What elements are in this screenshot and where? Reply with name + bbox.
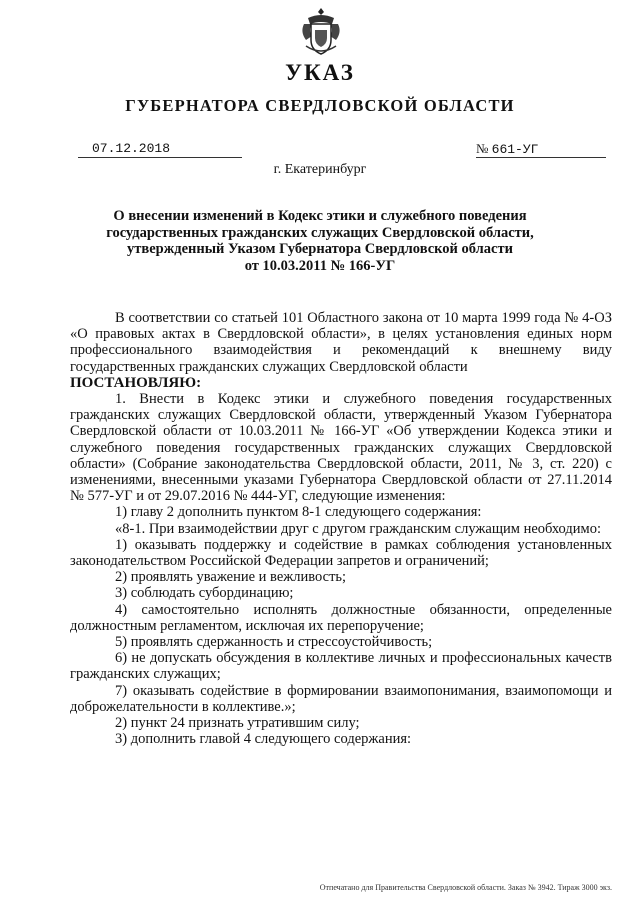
list-item: 7) оказывать содействие в формировании взаимопонимания, взаимопомощи и доброжелательности в коллективе.»; [70,682,612,715]
number-label: № [476,141,489,156]
list-item: 2) пункт 24 признать утратившим силу; [115,715,360,732]
heading-line: от 10.03.2011 № 166-УГ [244,257,396,274]
list-item: 1) главу 2 дополнить пунктом 8-1 следующего содержания: [115,504,482,521]
document-date: 07.12.2018 [78,140,242,158]
resolution-word: ПОСТАНОВЛЯЮ: [70,374,202,391]
heading-line: утвержденный Указом Губернатора Свердловской области [127,241,513,257]
list-item: 3) дополнить главой 4 следующего содержания: [115,731,412,748]
document-subtitle: ГУБЕРНАТОРА СВЕРДЛОВСКОЙ ОБЛАСТИ [125,96,515,115]
list-item: 1) оказывать поддержку и содействие в рамках соблюдения установленных законодательством Российской Федерации запретов и ограничений; [70,536,612,570]
document-title: УКАЗ [285,60,355,85]
document-number: 661-УГ [491,142,539,157]
paragraph: В соответствии со статьей 101 Областного закона от 10 марта 1999 года № 4-ОЗ «О правовых актах в Свердловской области», в целях установления единых норм профессионального взаимодействия и рекомендаций к внешнему виду государственных гражданских служащих Свердловской области [70,310,612,375]
document-body [70,310,612,747]
document-heading [60,208,580,274]
list-item: 4) самостоятельно исполнять должностные обязанности, определенные должностным регламентом, исключая их перепоручение; [70,601,612,634]
heading-line: государственных гражданских служащих Свердловской области, [106,224,534,241]
list-item: 6) не допускать обсуждения в коллективе личных и профессиональных качеств гражданских служащих; [70,650,612,683]
document-number-field [476,140,606,158]
city: г. Екатеринбург [273,162,367,177]
heading-line: О внесении изменений в Кодекс этики и служебного поведения [113,208,527,224]
coat-of-arms-icon [300,6,342,58]
list-item: 5) проявлять сдержанность и стрессоустойчивость; [115,634,433,651]
list-item: 2) проявлять уважение и вежливость; [115,569,347,586]
list-item: «8-1. При взаимодействии друг с другом гражданским служащим необходимо: [115,520,601,537]
print-footer: Отпечатано для Правительства Свердловской области. Заказ № 3942. Тираж 3000 экз. [319,883,612,892]
paragraph: 1. Внести в Кодекс этики и служебного поведения государственных гражданских служащих Свердловской области, утвержденный Указом Губернатора Свердловской области от 10.03.2011 № 166-УГ «Об утверждении Кодекса этики и служебного поведения государственных гражданских служащих Свердловской области» (Собрание законодательства Свердловской области, 2011, № 3, ст. 220) с изменениями, внесенными указами Губернатора Свердловской области от 27.11.2014 № 577-УГ и от 29.07.2016 № 444-УГ, следующие изменения: [70,391,612,505]
list-item: 3) соблюдать субординацию; [115,585,294,602]
